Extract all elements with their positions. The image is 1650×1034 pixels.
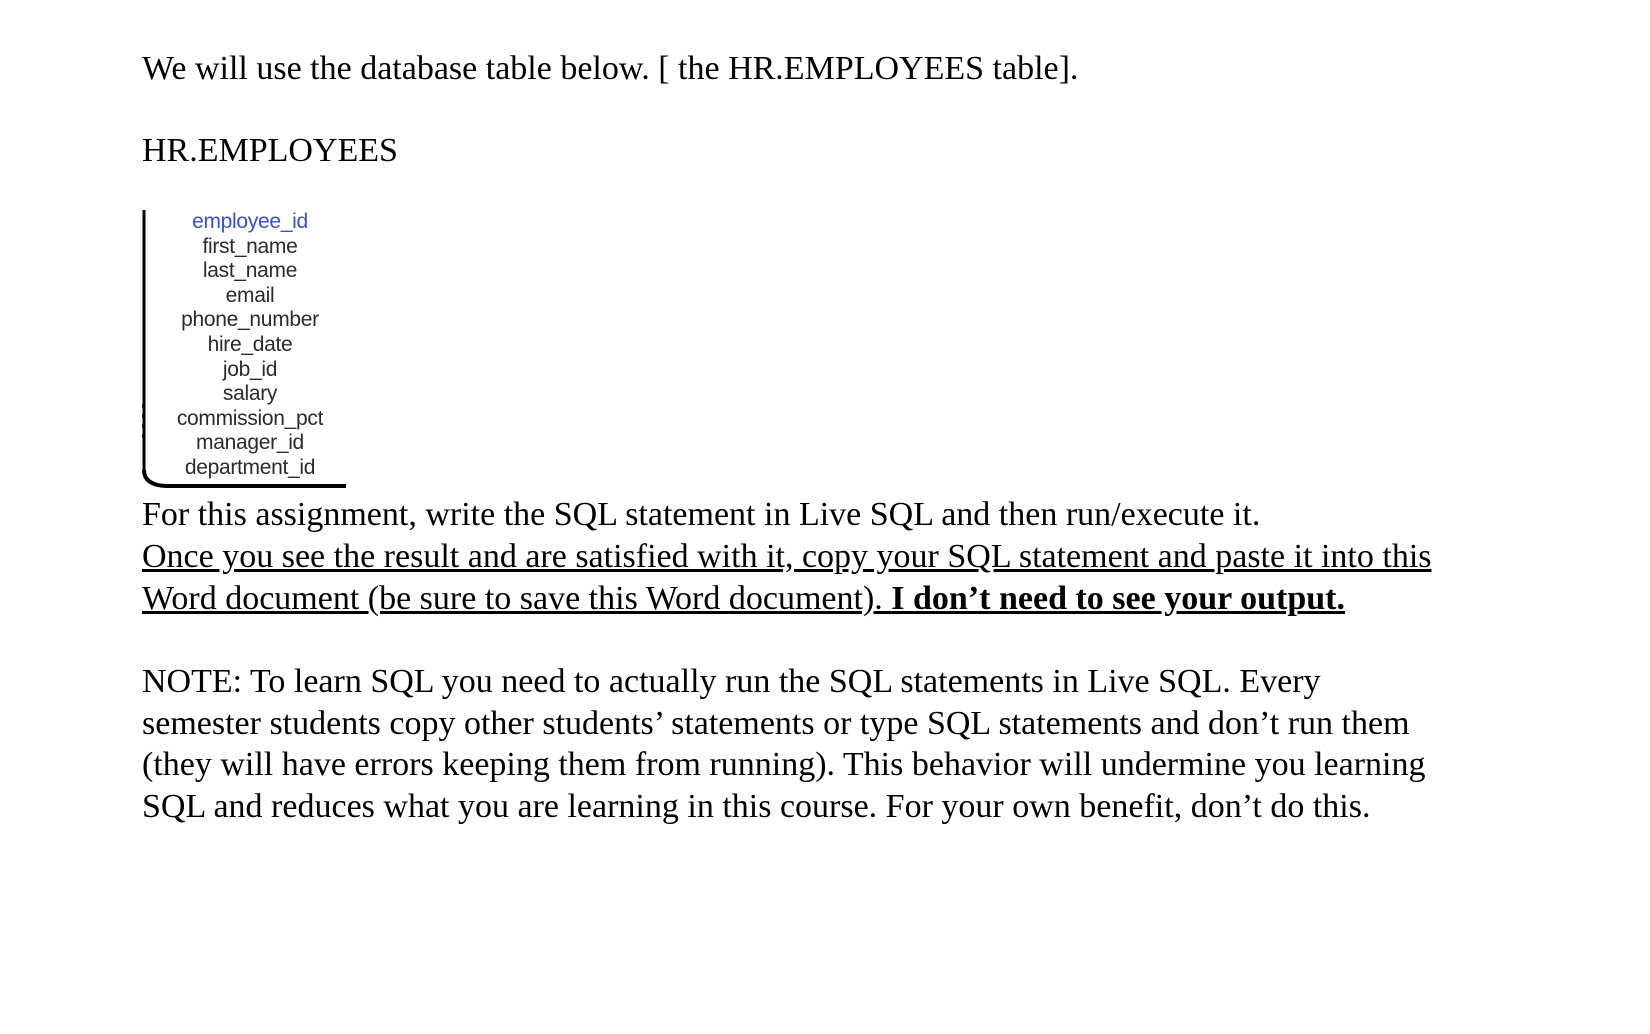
column-manager-id: manager_id <box>196 431 304 455</box>
column-commission-pct: commission_pct <box>176 406 324 430</box>
note-line-1: NOTE: To learn SQL you need to actually run the SQL statements in Live SQL. Every <box>142 663 1321 700</box>
note-line-4: SQL and reduces what you are learning in this course. For your own benefit, don’t do this. <box>142 787 1371 825</box>
entity-column-list <box>152 210 348 481</box>
note-line-3: (they will have errors keeping them from running). This behavior will undermine you learning <box>142 746 1426 783</box>
instructions-paragraph <box>142 494 1542 620</box>
column-job-id: job_id <box>222 357 278 381</box>
column-phone-number: phone_number <box>181 308 319 332</box>
column-department-id: department_id <box>184 455 316 479</box>
output-not-needed-note: I don’t need to see your output. <box>891 580 1345 617</box>
column-first-name: first_name <box>202 234 298 258</box>
employees-entity-diagram <box>142 210 348 492</box>
instructions-line-2: Once you see the result and are satisfied with it, copy your SQL statement and paste it into this <box>142 538 1432 575</box>
column-salary: salary <box>222 382 278 406</box>
note-paragraph <box>142 661 1542 827</box>
table-title: HR.EMPLOYEES <box>142 132 398 169</box>
instructions-line-3 <box>142 578 1542 620</box>
column-employee-id: employee_id <box>192 210 308 233</box>
instructions-line-1: For this assignment, write the SQL statement in Live SQL and then run/execute it. <box>142 496 1261 533</box>
column-last-name: last_name <box>202 259 298 283</box>
instructions-line-3-text: Word document (be sure to save this Word document). <box>142 580 892 617</box>
note-line-2: semester students copy other students’ statements or type SQL statements and don’t run them <box>142 704 1410 742</box>
column-email: email <box>225 283 275 307</box>
intro-text: We will use the database table below. [ the HR.EMPLOYEES table]. <box>142 50 1079 87</box>
column-hire-date: hire_date <box>207 332 293 356</box>
